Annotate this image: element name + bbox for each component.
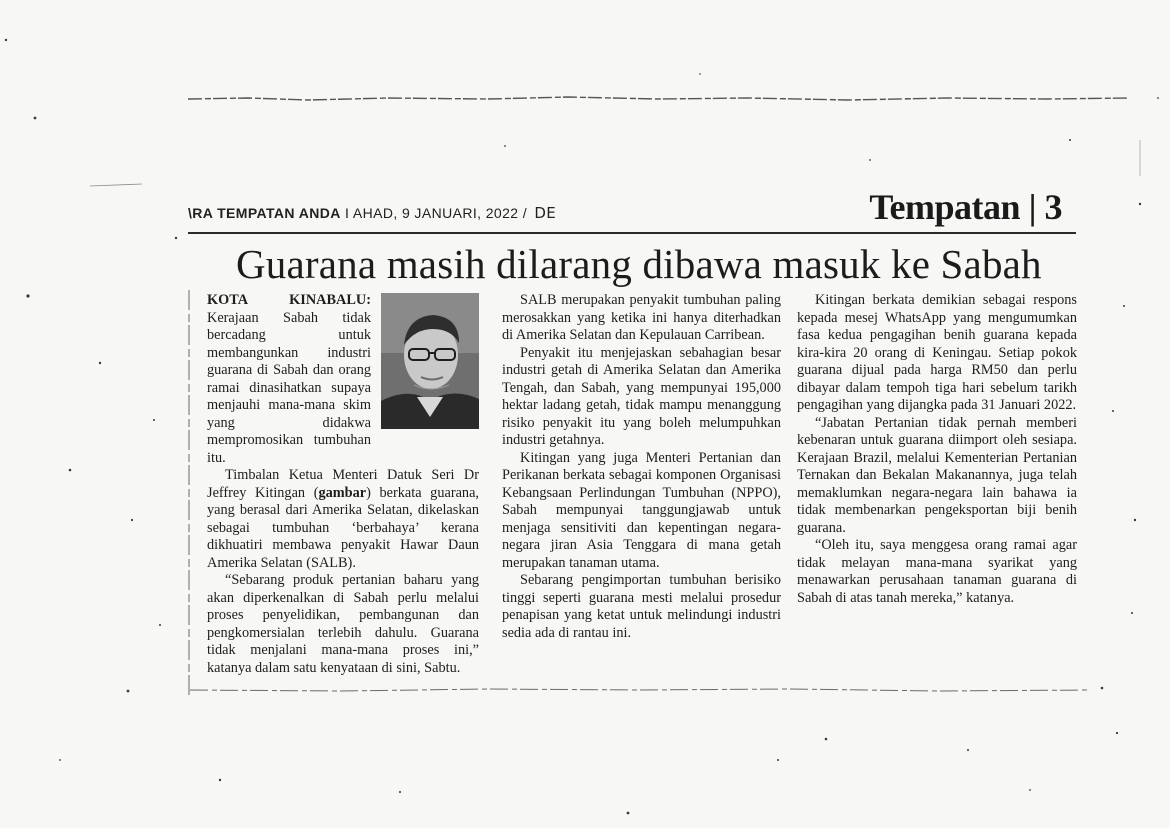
paragraph-3: “Sebarang produk pertanian baharu yang akan diperkenalkan di Sabah perlu melalui proses penyelidikan, pembangunan dan pengkomersialan terlebih dahulu. Guarana tidak menjalani mana-mana proses ini,” katanya dalam satu kenyataan di sini, Sabtu.: [207, 572, 479, 676]
article-column-3: [797, 292, 1077, 607]
clipping-edge-left: [186, 290, 192, 695]
page-masthead: [188, 204, 580, 230]
paragraph-9: “Jabatan Pertanian tidak pernah memberi kebenaran untuk guarana diimport oleh sesiapa. Kerajaan Brazil, melalui Kementerian Pertanian Ternakan dan Bekalan Makanannya, juga telah memaklumkan negara-negara lain bahawa ia tidak membenarkan pengeksportan biji benih guarana.: [797, 414, 1077, 536]
paragraph-2-a: Timbalan Ketua Menteri Datuk Seri Dr Jeffrey Kitingan (: [207, 467, 479, 501]
page-number: 3: [1044, 187, 1062, 227]
paragraph-2-b: ) berkata guarana, yang berasal dari Amerika Selatan, dikelaskan sebagai tumbuhan ‘berbahaya’ kerana dikhuatiri membawa penyakit Hawar Daun Amerika Selatan (SALB).: [207, 484, 480, 571]
paragraph-7: Sebarang pengimportan tumbuhan berisiko tinggi seperti guarana mesti melalui prosedur penapisan yang ketat untuk melindungi industri sedia ada di rantau ini.: [502, 572, 781, 641]
paragraph-1: Kerajaan Sabah tidak bercadang untuk membangunkan industri guarana di Sabah dan orang ramai dinasihatkan supaya menjauhi mana-mana skim yang didakwa mempromosikan tumbuhan itu.: [207, 309, 371, 466]
clipping-edge-bottom: [190, 686, 1090, 694]
paragraph-10: “Oleh itu, saya menggesa orang ramai agar tidak melayan mana-mana syarikat yang menawarkan perusahaan tanaman guarana di Sabah di atas tanah mereka,” katanya.: [797, 537, 1077, 606]
gambar-label: gambar: [318, 484, 367, 501]
masthead-slash: /: [522, 205, 528, 221]
article-headline: Guarana masih dilarang dibawa masuk ke Sabah: [236, 241, 1042, 287]
section-label: [869, 186, 1062, 228]
article-column-1: [207, 292, 479, 677]
article-column-2: [502, 292, 781, 642]
section-divider: |: [1028, 187, 1036, 227]
masthead-section: \RA TEMPATAN ANDA: [188, 205, 341, 221]
portrait-photo: [381, 293, 479, 429]
section-name: Tempatan: [869, 187, 1021, 227]
header-rule: [188, 232, 1076, 234]
paragraph-8: Kitingan berkata demikian sebagai respons kepada mesej WhatsApp yang mengumumkan fasa kedua pengagihan benih guarana kepada kira-kira 20 orang di Keningau. Setiap pokok guarana dijual pada harga RM50 dan perlu dibayar dalam tempoh tiga hari sebelum tarikh pengagihan yang dijangka pada 31 Januari 2022.: [797, 292, 1077, 413]
paragraph-5: Penyakit itu menjejaskan sebahagian besar industri getah di Amerika Selatan dan Amerika Tengah, dan Sabah, yang mempunyai 195,000 hektar ladang getah, tidak mampu menanggung risiko penyakit itu yang boleh melumpuhkan industri getahnya.: [502, 344, 781, 448]
paragraph-2: [207, 467, 479, 572]
paragraph-6: Kitingan yang juga Menteri Pertanian dan Perikanan berkata sebagai komponen Organisasi Kebangsaan Perlindungan Tumbuhan (NPPO), Sabah mempunyai tanggungjawab untuk menjaga sensitiviti dan kepentingan negara-negara jiran Asia Tenggara di mana getah merupakan tanaman utama.: [502, 449, 781, 571]
clipping-edge-top: [188, 95, 1128, 103]
masthead-separator: I: [345, 205, 350, 221]
masthead-date: AHAD, 9 JANUARI, 2022: [352, 205, 519, 221]
paragraph-4: SALB merupakan penyakit tumbuhan paling merosakkan yang ketika ini hanya diterhadkan di Amerika Selatan dan Kepulauan Carribean.: [502, 292, 781, 343]
handwritten-initials: DE: [534, 204, 557, 222]
article-dateline: KOTA KINABALU:: [207, 292, 371, 308]
